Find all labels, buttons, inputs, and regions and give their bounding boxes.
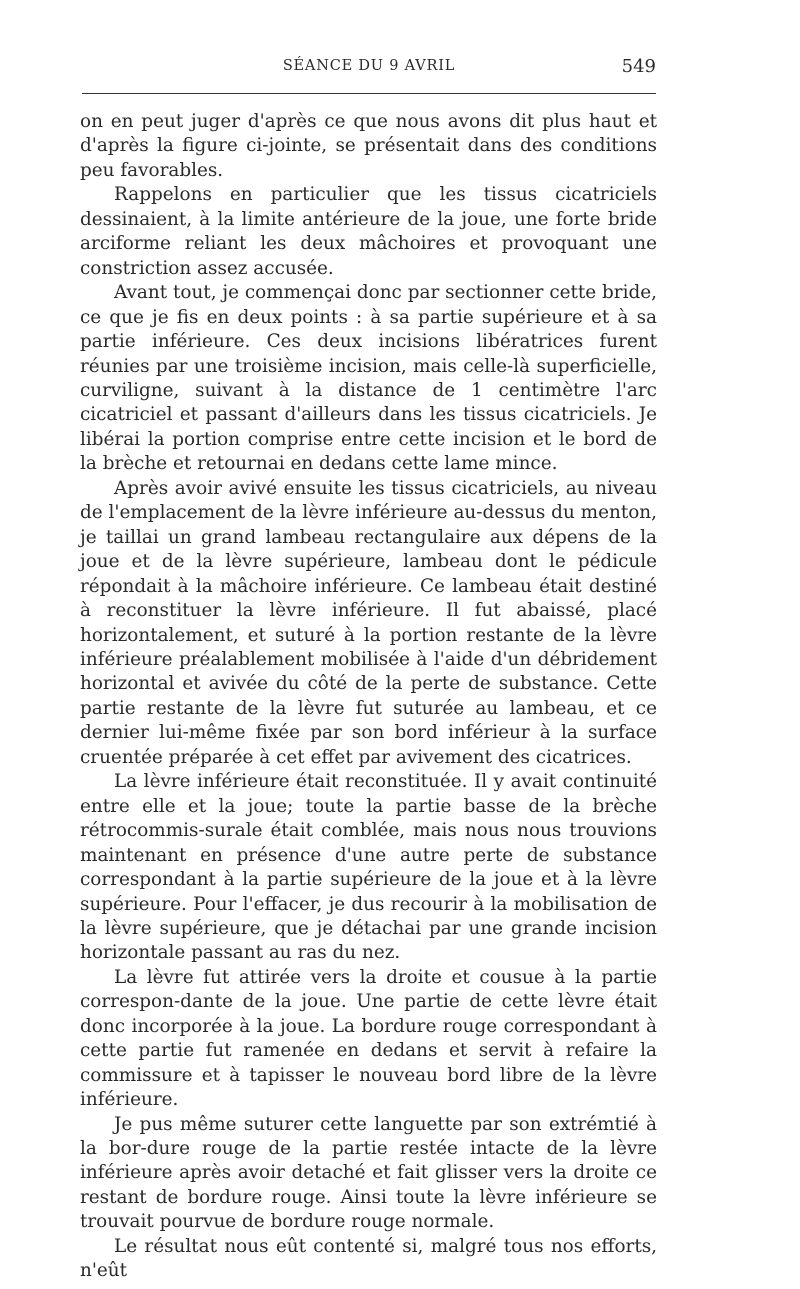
header-rule: [82, 93, 656, 94]
paragraph: Avant tout, je commençai donc par sectionner cette bride, ce que je fis en deux points : à sa partie supérieure et à sa partie inférieure. Ces deux incisions libératrices furent réunies par une troisième incision, mais celle-là superficielle, curviligne, suivant à la distance de 1 centimètre l'arc cicatriciel et passant d'ailleurs dans les tissus cicatriciels. Je libérai la portion comprise entre cette incision et le bord de la brèche et retournai en dedans cette lame mince.: [80, 282, 657, 475]
paragraph: Rappelons en particulier que les tissus cicatriciels dessinaient, à la limite antérieure de la joue, une forte bride arciforme reliant les deux mâchoires et provoquant une constriction assez accusée.: [80, 184, 657, 279]
paragraph: La lèvre inférieure était reconstituée. Il y avait continuité entre elle et la joue; toute la partie basse de la brèche rétrocommis-surale était comblée, mais nous nous trouvions maintenant en présence d'une autre perte de substance correspondant à la partie supérieure de la joue et à la lèvre supérieure. Pour l'effacer, je dus recourir à la mobilisation de la lèvre supérieure, que je détachai par une grande incision horizontale passant au ras du nez.: [80, 771, 657, 964]
body-text: [80, 110, 657, 1284]
paragraph: Je pus même suturer cette languette par son extrémtié à la bor-dure rouge de la partie restée intacte de la lèvre inférieure après avoir detaché et fait glisser vers la droite ce restant de bordure rouge. Ainsi toute la lèvre inférieure se trouvait pourvue de bordure rouge normale.: [80, 1113, 657, 1233]
paragraph-continuation: on en peut juger d'après ce que nous avons dit plus haut et d'après la figure ci-jointe, se présentait dans des conditions peu favorables.: [80, 111, 657, 181]
page-number: 549: [621, 56, 656, 77]
running-head: [82, 56, 656, 80]
running-head-title: SÉANCE DU 9 AVRIL: [282, 58, 456, 74]
paragraph-last: Le résultat nous eût contenté si, malgré tous nos efforts, n'eût: [80, 1235, 657, 1282]
paragraph: Après avoir avivé ensuite les tissus cicatriciels, au niveau de l'emplacement de la lèvre inférieure au-dessus du menton, je taillai un grand lambeau rectangulaire aux dépens de la joue et de la lèvre supérieure, lambeau dont le pédicule répondait à la mâchoire inférieure. Ce lambeau était destiné à reconstituer la lèvre inférieure. Il fut abaissé, placé horizontalement, et suturé à la portion restante de la lèvre inférieure préalablement mobilisée à l'aide d'un débridement horizontal et avivée du côté de la perte de substance. Cette partie restante de la lèvre fut suturée au lambeau, et ce dernier lui-même fixée par son bord inférieur à la surface cruentée préparée à cet effet par avivement des cicatrices.: [80, 477, 657, 768]
paragraph: La lèvre fut attirée vers la droite et cousue à la partie correspon-dante de la joue. Une partie de cette lèvre était donc incorporée à la joue. La bordure rouge correspondant à cette partie fut ramenée en dedans et servit à refaire la commissure et à tapisser le nouveau bord libre de la lèvre inférieure.: [80, 966, 657, 1111]
